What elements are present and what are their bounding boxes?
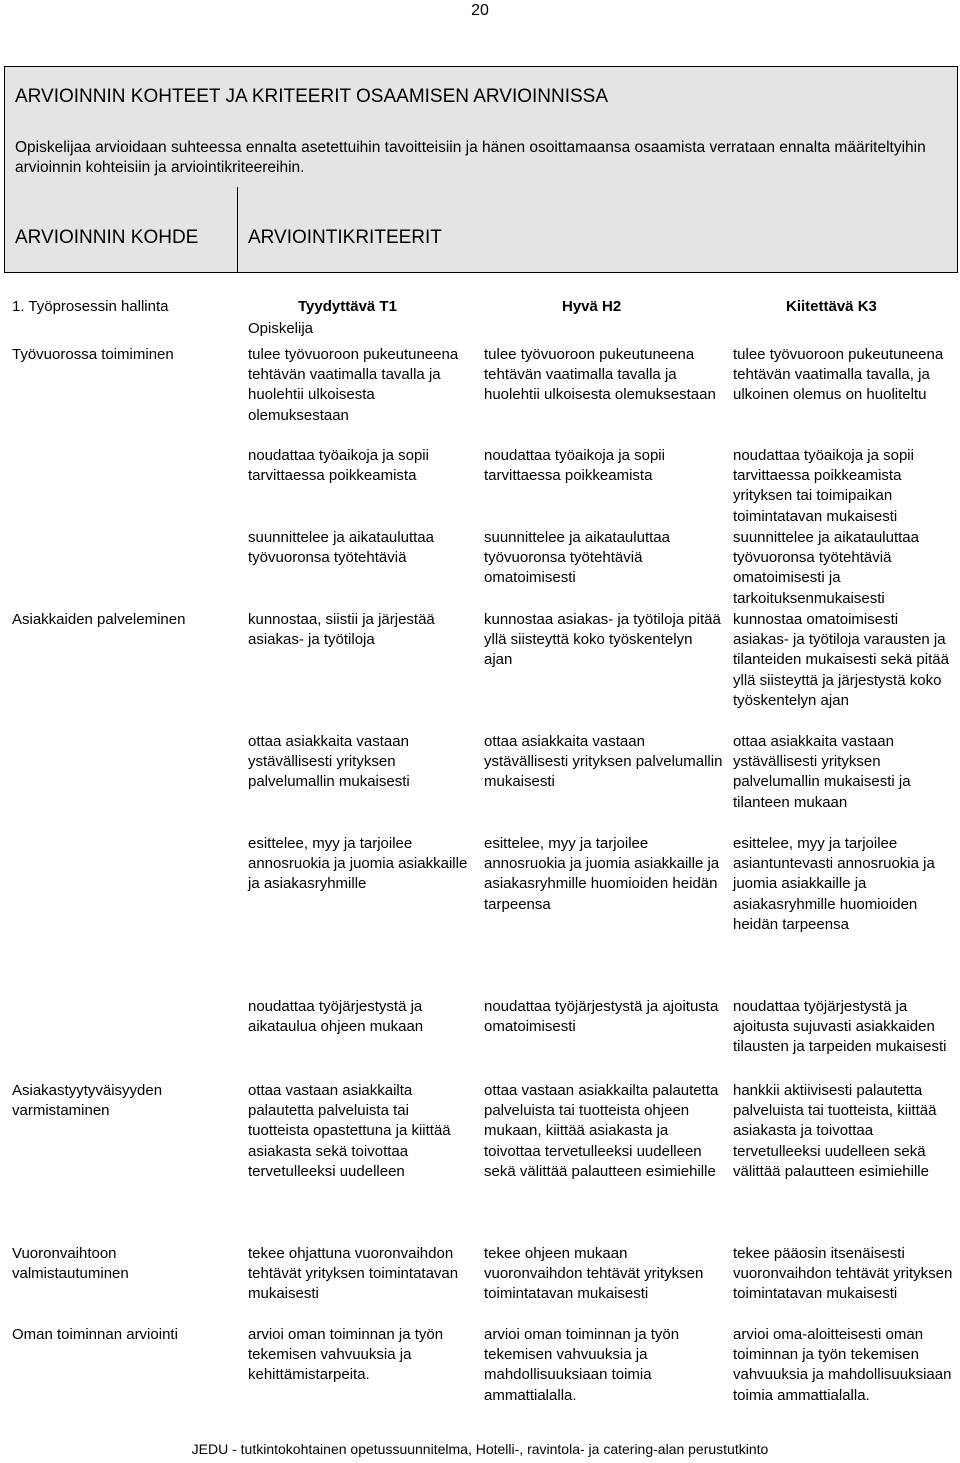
criterion-k3: hankkii aktiivisesti palautetta palveluista tai tuotteista, kiittää asiakasta ja toivottaa tervetulleeksi uudelleen sekä välittää palautteen esimiehille (733, 1082, 937, 1180)
criterion-h2: esittelee, myy ja tarjoilee annosruokia ja juomia asiakkaille ja asiakasryhmille huomioiden heidän tarpeensa (484, 835, 720, 913)
target-label: Asiakastyytyväisyyden varmistaminen (12, 1082, 163, 1120)
column-divider (237, 187, 238, 273)
criterion-h2: noudattaa työaikoja ja sopii tarvittaessa poikkeamista (484, 447, 665, 485)
criterion-t1: suunnittelee ja aikatauluttaa työvuoronsa työtehtäviä (248, 529, 434, 567)
criterion-t1: tulee työvuoroon pukeutuneena tehtävän vaatimalla tavalla ja huolehtii ulkoisesta olemuksestaan (248, 346, 459, 424)
intro-paragraph: Opiskelijaa arvioidaan suhteessa ennalta asetettuihin tavoitteisiin ja hänen osoittamaansa osaamista verrataan ennalta määriteltyihin arvioinnin kohteisiin ja arviointikriteereihin. (15, 139, 926, 176)
target-label: Vuoronvaihtoon valmistautuminen (12, 1245, 129, 1283)
section-title: 1. Työprosessin hallinta (12, 298, 169, 315)
criterion-t1: arvioi oman toiminnan ja työn tekemisen vahvuuksia ja kehittämistarpeita. (248, 1326, 444, 1384)
criterion-h2: suunnittelee ja aikatauluttaa työvuoronsa työtehtäviä omatoimisesti (484, 529, 670, 587)
assessment-target-heading: ARVIOINNIN KOHDE (15, 227, 199, 248)
target-label: Asiakkaiden palveleminen (12, 611, 186, 628)
criterion-h2: arvioi oman toiminnan ja työn tekemisen vahvuuksia ja mahdollisuuksiaan toimia ammattialalla. (484, 1326, 680, 1404)
criterion-t1: ottaa vastaan asiakkailta palautetta palveluista tai tuotteista opastettuna ja kiittää asiakasta sekä toivottaa tervetulleeksi uudelleen (248, 1082, 451, 1180)
criterion-k3: esittelee, myy ja tarjoilee asiantuntevasti annosruokia ja juomia asiakkaille ja asiakasryhmille huomioiden heidän tarpeensa (733, 835, 935, 933)
criterion-h2: kunnostaa asiakas- ja työtiloja pitää yllä siisteyttä koko työskentelyn ajan (484, 611, 721, 669)
target-label: Oman toiminnan arviointi (12, 1326, 178, 1343)
page-title: ARVIOINNIN KOHTEET JA KRITEERIT OSAAMISEN ARVIOINNISSA (15, 86, 609, 107)
criterion-h2: tulee työvuoroon pukeutuneena tehtävän vaatimalla tavalla ja huolehtii ulkoisesta olemuksestaan (484, 346, 716, 404)
assessment-header-box (4, 66, 958, 273)
grade-t1-heading: Tyydyttävä T1 (298, 298, 397, 315)
grade-k3-heading: Kiitettävä K3 (786, 298, 877, 315)
criterion-h2: ottaa asiakkaita vastaan ystävällisesti yrityksen palvelumallin mukaisesti (484, 733, 723, 791)
criterion-h2: tekee ohjeen mukaan vuoronvaihdon tehtävät yrityksen toimintatavan mukaisesti (484, 1245, 704, 1303)
criterion-h2: noudattaa työjärjestystä ja ajoitusta omatoimisesti (484, 998, 719, 1036)
criterion-h2: ottaa vastaan asiakkailta palautetta palveluista tai tuotteista ohjeen mukaan, kiittää asiakasta ja toivottaa tervetulleeksi uudelleen sekä välittää palautteen esimiehille (484, 1082, 719, 1180)
criterion-t1: noudattaa työaikoja ja sopii tarvittaessa poikkeamista (248, 447, 429, 485)
criterion-t1: esittelee, myy ja tarjoilee annosruokia ja juomia asiakkaille ja asiakasryhmille (248, 835, 468, 893)
criterion-t1: tekee ohjattuna vuoronvaihdon tehtävät yrityksen toimintatavan mukaisesti (248, 1245, 459, 1303)
criterion-k3: noudattaa työaikoja ja sopii tarvittaessa poikkeamista yrityksen tai toimipaikan toimintatavan mukaisesti (733, 447, 914, 525)
criterion-k3: arvioi oma-aloitteisesti oman toiminnan ja työn tekemisen vahvuuksia ja mahdollisuuksiaan toimia ammattialalla. (733, 1326, 952, 1404)
criterion-t1: ottaa asiakkaita vastaan ystävällisesti yrityksen palvelumallin mukaisesti (248, 733, 410, 791)
criterion-k3: tekee pääosin itsenäisesti vuoronvaihdon tehtävät yrityksen toimintatavan mukaisesti (733, 1245, 953, 1303)
criterion-k3: ottaa asiakkaita vastaan ystävällisesti yrityksen palvelumallin mukaisesti ja tilanteen mukaan (733, 733, 911, 811)
criterion-t1: noudattaa työjärjestystä ja aikataulua ohjeen mukaan (248, 998, 424, 1036)
target-label: Työvuorossa toimiminen (12, 346, 174, 363)
criterion-k3: tulee työvuoroon pukeutuneena tehtävän vaatimalla tavalla, ja ulkoinen olemus on huoliteltu (733, 346, 944, 404)
grade-h2-heading: Hyvä H2 (562, 298, 622, 315)
assessment-criteria-heading: ARVIOINTIKRITEERIT (248, 227, 442, 248)
page-number: 20 (471, 2, 489, 19)
criterion-k3: noudattaa työjärjestystä ja ajoitusta sujuvasti asiakkaiden tilausten ja tarpeiden mukaisesti (733, 998, 947, 1056)
criterion-k3: suunnittelee ja aikatauluttaa työvuoronsa työtehtäviä omatoimisesti ja tarkoituksenmukaisesti (733, 529, 919, 607)
criterion-k3: kunnostaa omatoimisesti asiakas- ja työtiloja varausten ja tilanteiden mukaisesti sekä pitää yllä siisteyttä ja järjestystä koko työskentelyn ajan (733, 611, 949, 709)
criterion-t1: kunnostaa, siistii ja järjestää asiakas- ja työtiloja (248, 611, 435, 649)
document-footer: JEDU - tutkintokohtainen opetussuunnitelma, Hotelli-, ravintola- ja catering-alan perustutkinto (191, 1441, 769, 1457)
subject-label: Opiskelija (248, 320, 314, 337)
